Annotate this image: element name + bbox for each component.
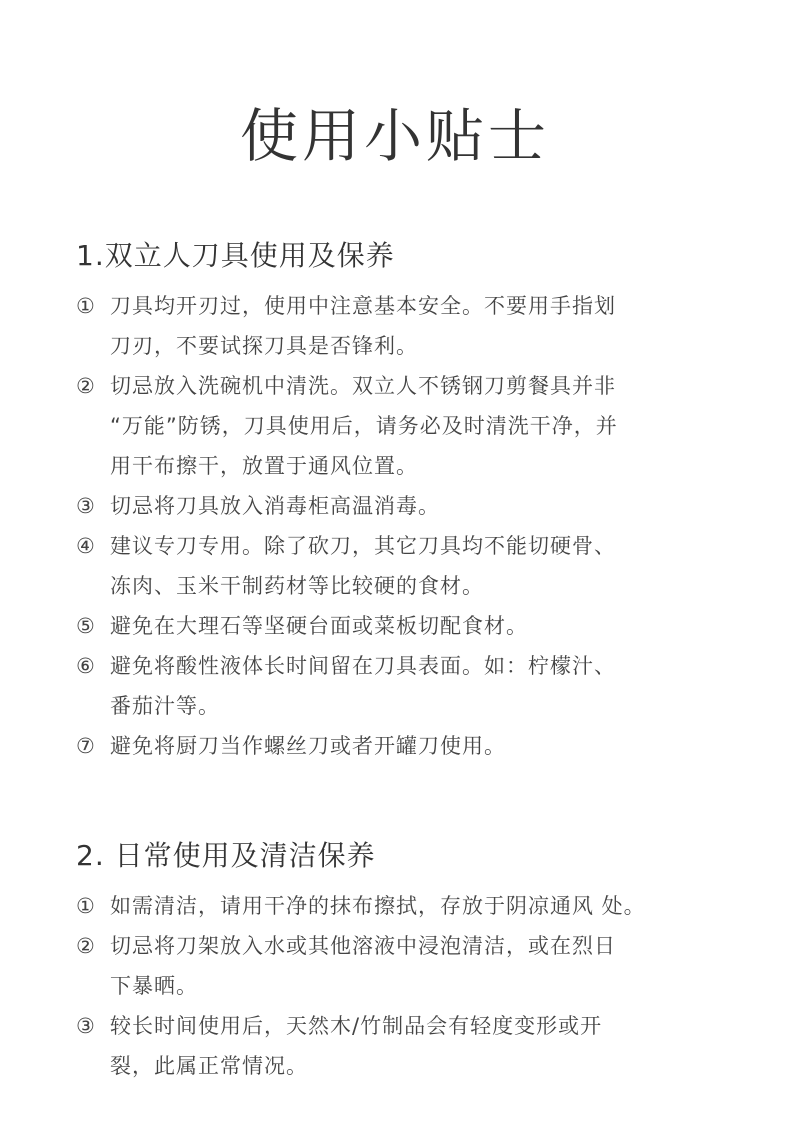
list-item	[76, 726, 726, 766]
item-number: ①	[76, 894, 95, 918]
list-item	[76, 886, 726, 926]
page-title: 使用小贴士	[239, 102, 550, 170]
section-daily-cleaning	[76, 832, 726, 1086]
item-number: ③	[76, 494, 95, 518]
section-heading: 2. 日常使用及清洁保养	[76, 839, 376, 872]
item-text: 避免将酸性液体长时间留在刀具表面。如：柠檬汁、 番茄汁等。	[110, 654, 616, 718]
item-number: ②	[76, 374, 95, 398]
item-number: ⑦	[76, 734, 95, 758]
list-item	[76, 1006, 726, 1086]
item-number: ④	[76, 534, 95, 558]
item-text: 切忌将刀架放入水或其他溶液中浸泡清洁，或在烈日 下暴晒。	[110, 934, 616, 998]
list-item	[76, 286, 726, 366]
item-number: ③	[76, 1014, 95, 1038]
item-text: 较长时间使用后，天然木/竹制品会有轻度变形或开 裂，此属正常情况。	[110, 1014, 603, 1078]
list-item	[76, 926, 726, 1006]
item-text: 建议专刀专用。除了砍刀，其它刀具均不能切硬骨、 冻肉、玉米干制药材等比较硬的食材。	[110, 534, 616, 598]
item-number: ⑤	[76, 614, 95, 638]
list-item	[76, 646, 726, 726]
item-text: 避免在大理石等坚硬台面或菜板切配食材。	[110, 614, 528, 638]
item-text: 刀具均开刃过，使用中注意基本安全。不要用手指划 刀刃，不要试探刀具是否锋利。	[110, 294, 616, 358]
item-number: ②	[76, 934, 95, 958]
section-heading: 1.双立人刀具使用及保养	[76, 239, 395, 272]
list-item	[76, 366, 726, 486]
item-text: 切忌将刀具放入消毒柜高温消毒。	[110, 494, 440, 518]
section-knife-care	[76, 232, 726, 766]
item-number: ①	[76, 294, 95, 318]
list-item	[76, 526, 726, 606]
item-number: ⑥	[76, 654, 95, 678]
list-item	[76, 486, 726, 526]
item-text: 避免将厨刀当作螺丝刀或者开罐刀使用。	[110, 734, 506, 758]
item-text: 如需清洁，请用干净的抹布擦拭，存放于阴凉通风 处。	[110, 894, 646, 918]
list-item	[76, 606, 726, 646]
item-text: 切忌放入洗碗机中清洗。双立人不锈钢刀剪餐具并非 “万能”防锈，刀具使用后，请务必及时清洗干净，并 用干布擦干，放置于通风位置。	[110, 374, 618, 478]
